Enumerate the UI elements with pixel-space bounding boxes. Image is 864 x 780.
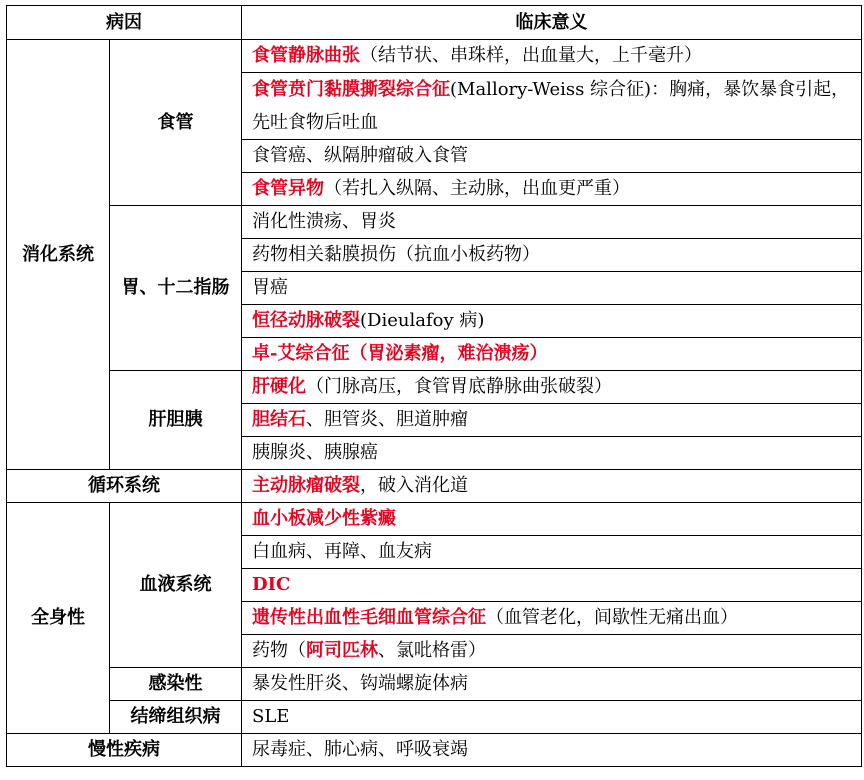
plain-text: 消化性溃疡、胃炎 <box>252 211 396 232</box>
highlight-text: 食管异物 <box>252 178 324 199</box>
meaning-cell <box>242 305 862 338</box>
plain-text: 、胆管炎、胆道肿瘤 <box>306 409 468 430</box>
table-row <box>7 470 862 503</box>
plain-text: （血管老化，间歇性无痛出血） <box>486 607 738 628</box>
meaning-cell <box>242 40 862 73</box>
meaning-cell <box>242 701 862 734</box>
group-systemic: 全身性 <box>7 503 110 734</box>
table-row <box>7 371 862 404</box>
meaning-cell <box>242 371 862 404</box>
meaning-cell <box>242 569 862 602</box>
table-row <box>7 734 862 767</box>
meaning-cell <box>242 635 862 668</box>
table-row <box>7 503 862 536</box>
table-header-row <box>7 6 862 40</box>
highlight-text: 食管贲门黏膜撕裂综合征 <box>252 79 450 100</box>
plain-text: ，破入消化道 <box>360 475 468 496</box>
table-row <box>7 701 862 734</box>
meaning-cell <box>242 338 862 371</box>
plain-text: 药物（ <box>252 640 306 661</box>
plain-text: (Mallory-Weiss 综合征)：胸痛，暴饮暴食引起，先吐食物后吐血 <box>252 79 850 133</box>
sub-infection: 感染性 <box>110 668 242 701</box>
meaning-cell <box>242 206 862 239</box>
meaning-cell <box>242 140 862 173</box>
plain-text: （门脉高压，食管胃底静脉曲张破裂） <box>306 376 612 397</box>
header-cause: 病因 <box>7 6 242 40</box>
meaning-cell <box>242 404 862 437</box>
plain-text: 白血病、再障、血友病 <box>252 541 432 562</box>
highlight-text: DIC <box>252 574 291 595</box>
sub-liver: 肝胆胰 <box>110 371 242 470</box>
meaning-cell <box>242 536 862 569</box>
meaning-cell <box>242 503 862 536</box>
highlight-text: 食管静脉曲张 <box>252 45 360 66</box>
highlight-text: 阿司匹林 <box>306 640 378 661</box>
plain-text: 暴发性肝炎、钩端螺旋体病 <box>252 673 468 694</box>
plain-text: (Dieulafoy 病) <box>360 310 485 331</box>
highlight-text: 主动脉瘤破裂 <box>252 475 360 496</box>
plain-text: 胃癌 <box>252 277 288 298</box>
meaning-cell <box>242 470 862 503</box>
sub-connective: 结缔组织病 <box>110 701 242 734</box>
highlight-text: 遗传性出血性毛细血管综合征 <box>252 607 486 628</box>
table-row <box>7 206 862 239</box>
sub-blood: 血液系统 <box>110 503 242 668</box>
meaning-cell <box>242 437 862 470</box>
plain-text: （若扎入纵隔、主动脉，出血更严重） <box>324 178 630 199</box>
highlight-text: 恒径动脉破裂 <box>252 310 360 331</box>
group-chronic: 慢性疾病 <box>7 734 242 767</box>
table-row <box>7 40 862 73</box>
plain-text: （结节状、串珠样，出血量大，上千毫升） <box>360 45 702 66</box>
meaning-cell <box>242 602 862 635</box>
plain-text: 、氯吡格雷） <box>378 640 486 661</box>
highlight-text: 卓-艾综合征（胃泌素瘤，难治溃疡） <box>252 343 548 364</box>
group-circulatory: 循环系统 <box>7 470 242 503</box>
plain-text: 尿毒症、肺心病、呼吸衰竭 <box>252 739 468 760</box>
group-digestive: 消化系统 <box>7 40 110 470</box>
meaning-cell <box>242 73 862 140</box>
header-meaning: 临床意义 <box>242 6 862 40</box>
meaning-cell <box>242 668 862 701</box>
table-row <box>7 668 862 701</box>
meaning-cell <box>242 173 862 206</box>
sub-esophagus: 食管 <box>110 40 242 206</box>
plain-text: 食管癌、纵隔肿瘤破入食管 <box>252 145 468 166</box>
sub-stomach: 胃、十二指肠 <box>110 206 242 371</box>
highlight-text: 血小板减少性紫癜 <box>252 508 396 529</box>
plain-text: SLE <box>252 706 290 727</box>
highlight-text: 胆结石 <box>252 409 306 430</box>
plain-text: 药物相关黏膜损伤（抗血小板药物） <box>252 244 540 265</box>
meaning-cell <box>242 272 862 305</box>
plain-text: 胰腺炎、胰腺癌 <box>252 442 378 463</box>
meaning-cell <box>242 734 862 767</box>
meaning-cell <box>242 239 862 272</box>
highlight-text: 肝硬化 <box>252 376 306 397</box>
bleeding-causes-table <box>6 5 862 767</box>
